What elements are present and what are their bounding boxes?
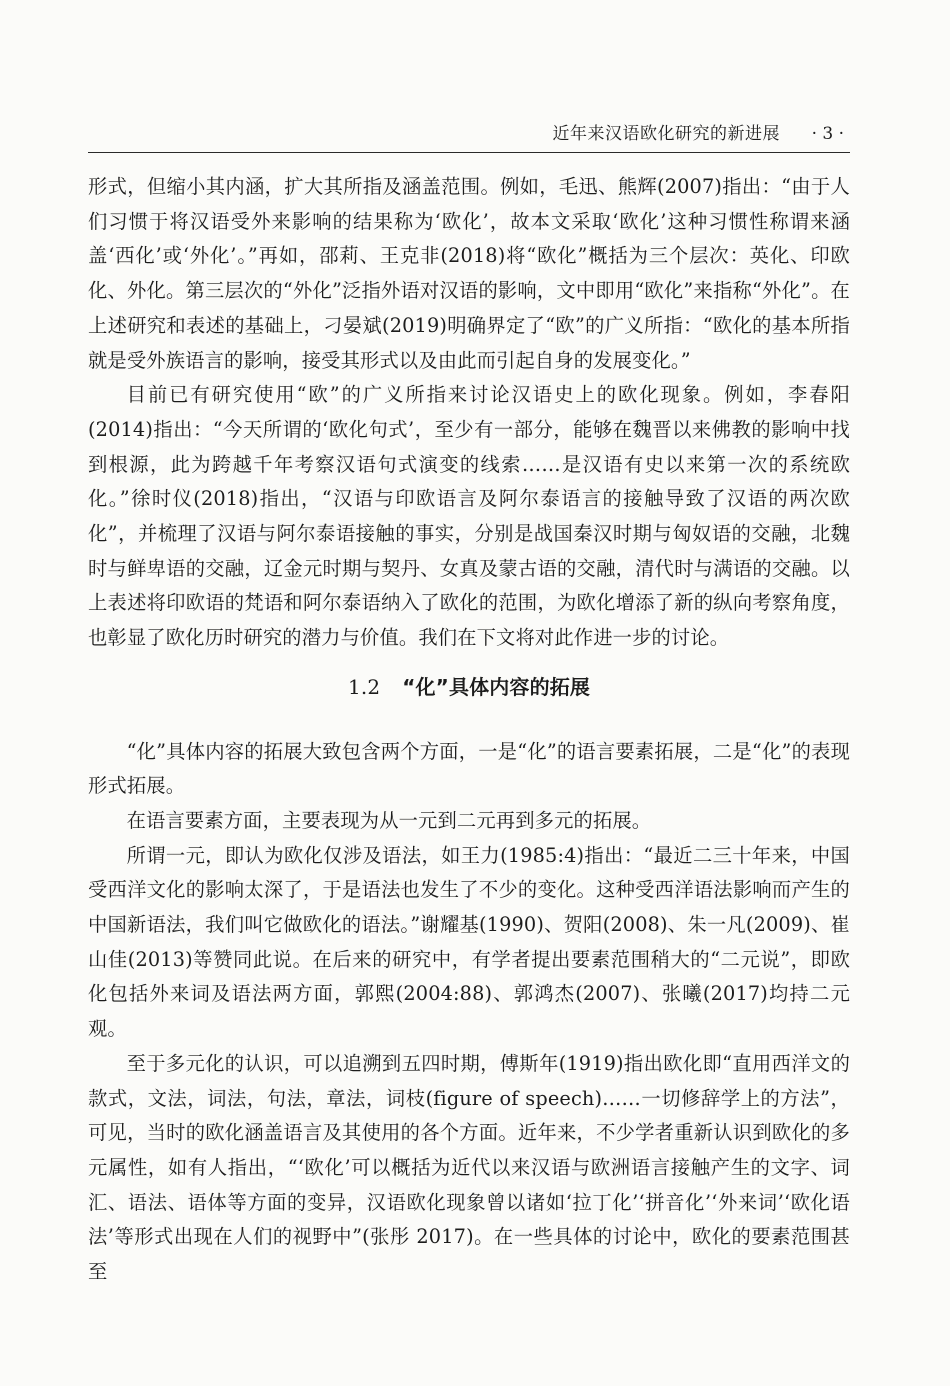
paragraph-2: 目前已有研究使用“欧”的广义所指来讨论汉语史上的欧化现象。例如，李春阳(2014)指出：“今天所谓的‘欧化句式’，至少有一部分，能够在魏晋以来佛教的影响中找到根源，此为跨越千年考察汉语句式演变的线索……是汉语有史以来第一次的系统欧化。”徐时仪(2018)指出，“汉语与印欧语言及阿尔泰语言的接触导致了汉语的两次欧化”，并梳理了汉语与阿尔泰语接触的事实，分别是战国秦汉时期与匈奴语的交融，北魏时与鲜卑语的交融，辽金元时期与契丹、女真及蒙古语的交融，清代时与满语的交融。以上表述将印欧语的梵语和阿尔泰语纳入了欧化的范围，为欧化增添了新的纵向考察角度，也彰显了欧化历时研究的潜力与价值。我们在下文将对此作进一步的讨论。 [88,383,850,650]
body-text [88,170,850,1290]
paragraph-3: “化”具体内容的拓展大致包含两个方面，一是“化”的语言要素拓展，二是“化”的表现形式拓展。 [88,739,850,798]
page-number: · 3 · [811,124,844,144]
paragraph-4: 在语言要素方面，主要表现为从一元到二元再到多元的拓展。 [126,808,652,832]
section-heading [88,670,850,705]
running-header [88,120,850,148]
paragraph-1: 形式，但缩小其内涵，扩大其所指及涵盖范围。例如，毛迅、熊辉(2007)指出：“由于人们习惯于将汉语受外来影响的结果称为‘欧化’，故本文采取‘欧化’这种习惯性称谓来涵盖‘西化’或‘外化’。”再如，邵莉、王克非(2018)将“欧化”概括为三个层次：英化、印欧化、外化。第三层次的“外化”泛指外语对汉语的影响，文中即用“欧化”来指称“外化”。在上述研究和表述的基础上，刁晏斌(2019)明确界定了“欧”的广义所指：“欧化的基本所指就是受外族语言的影响，接受其形式以及由此而引起自身的发展变化。” [88,175,850,372]
section-number: 1.2 [347,674,381,699]
header-divider [88,152,850,153]
paragraph-6: 至于多元化的认识，可以追溯到五四时期，傅斯年(1919)指出欧化即“直用西洋文的款式，文法，词法，句法，章法，词枝(figure of speech)……一切修辞学上的方法”，可见，当时的欧化涵盖语言及其使用的各个方面。近年来，不少学者重新认识到欧化的多元属性，如有人指出，“‘欧化’可以概括为近代以来汉语与欧洲语言接触产生的文字、词汇、语法、语体等方面的变异，汉语欧化现象曾以诸如‘拉丁化’‘拼音化’‘外来词’‘欧化语法’等形式出现在人们的视野中”(张彤 2017)。在一些具体的讨论中，欧化的要素范围甚至 [88,1051,850,1284]
paragraph-5: 所谓一元，即认为欧化仅涉及语法，如王力(1985:4)指出：“最近二三十年来，中国受西洋文化的影响太深了，于是语法也发生了不少的变化。这种受西洋语法影响而产生的中国新语法，我们叫它做欧化的语法。”谢耀基(1990)、贺阳(2008)、朱一凡(2009)、崔山佳(2013)等赞同此说。在后来的研究中，有学者提出要素范围稍大的“二元说”，即欧化包括外来词及语法两方面，郭熙(2004:88)、郭鸿杰(2007)、张曦(2017)均持二元观。 [88,843,850,1041]
running-header-title: 近年来汉语欧化研究的新进展 [552,124,780,144]
section-title: “化”具体内容的拓展 [402,674,591,699]
